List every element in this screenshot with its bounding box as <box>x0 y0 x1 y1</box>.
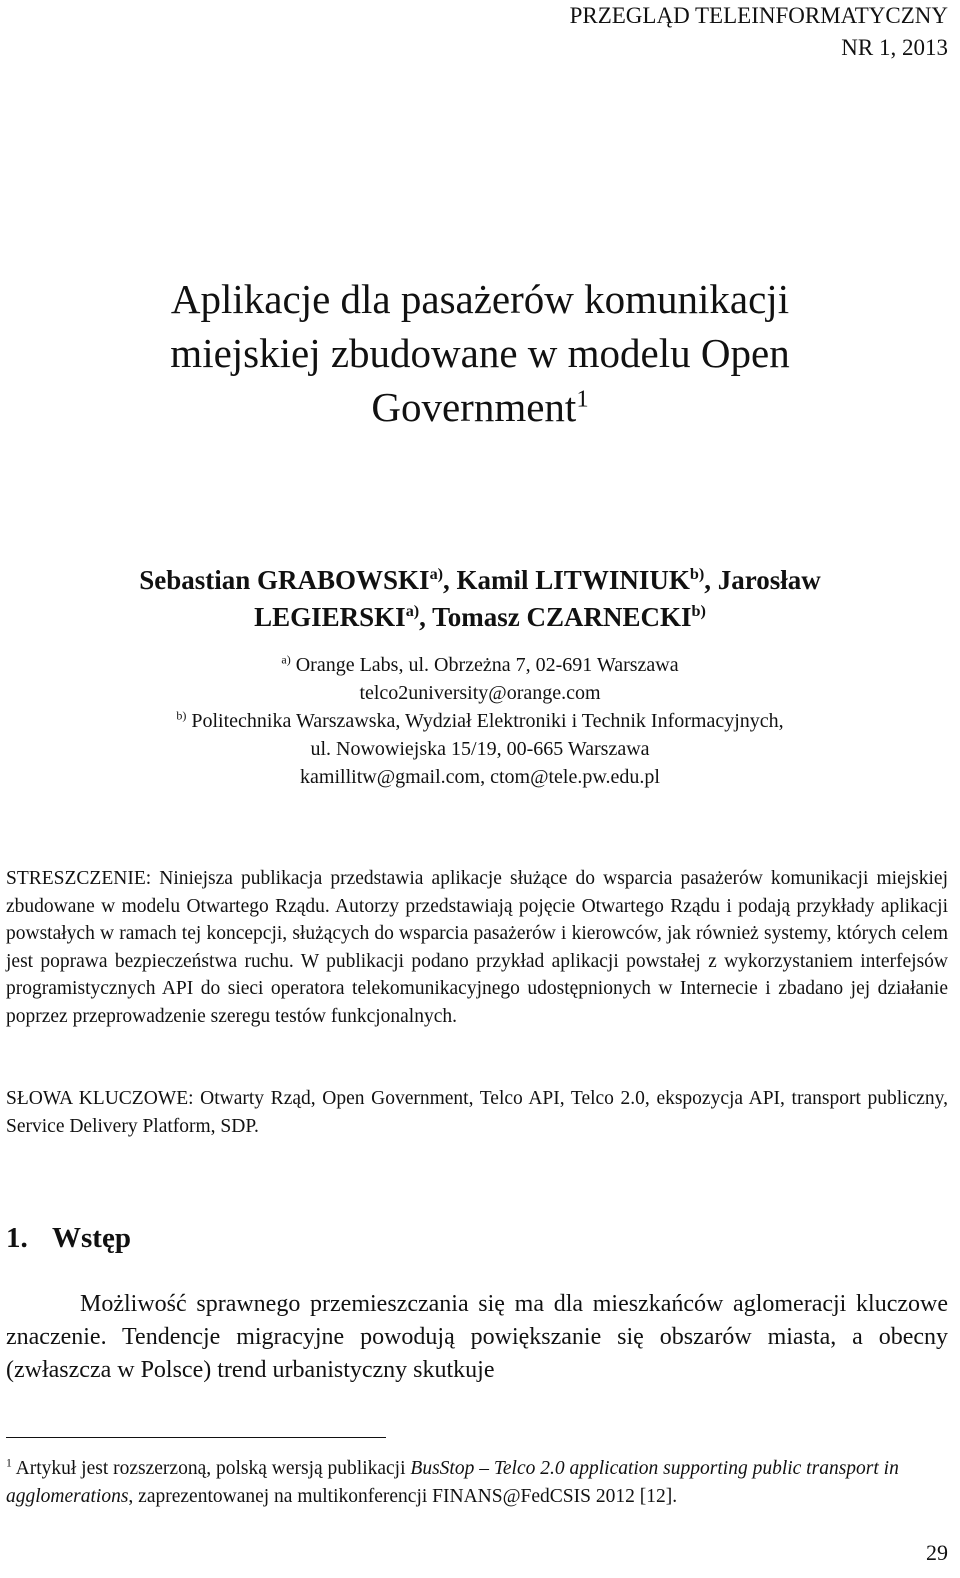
section-body <box>6 1288 948 1387</box>
author-1-affil-mark: a) <box>429 565 444 583</box>
author-3-affil-mark: a) <box>405 602 420 620</box>
section-paragraph: Możliwość sprawnego przemieszczania się ma dla mieszkańców aglomeracji kluczowe znaczenie. Tendencje migracyjne powodują powiększanie się obszarów miasta, a obecny (zwłaszcza w Polsce) trend urbanistyczny skutkuje <box>6 1291 948 1383</box>
author-3-first-name: , Jarosław <box>704 565 821 595</box>
author-list <box>0 562 960 636</box>
journal-name: PRZEGLĄD TELEINFORMATYCZNY <box>569 3 948 28</box>
issue-number: NR 1, 2013 <box>841 35 948 60</box>
affiliation-a-email: telco2university@orange.com <box>359 682 601 704</box>
affiliation-b-mark: b) <box>176 708 187 723</box>
section-heading <box>6 1220 131 1256</box>
affiliation-b-email: kamillitw@gmail.com, ctom@tele.pw.edu.pl <box>300 766 660 788</box>
affiliation-a <box>0 651 960 679</box>
title-line-3-text: Government <box>371 384 577 430</box>
author-2-affil-mark: b) <box>689 565 705 583</box>
affiliation-b <box>0 707 960 735</box>
footnote-text-after: , zaprezentowanej na multikonferencji FINANS@FedCSIS 2012 [12]. <box>128 1486 678 1507</box>
footnote-mark: 1 <box>6 1456 12 1470</box>
footnote <box>6 1455 948 1511</box>
section-number: 1. <box>6 1222 28 1254</box>
footnote-cited-title: BusStop – Telco 2.0 application supporting public transport in agglomerations <box>6 1458 899 1507</box>
author-line-1 <box>0 562 960 599</box>
title-line-2: miejskiej zbudowane w modelu Open <box>170 330 790 376</box>
running-header <box>570 0 948 64</box>
author-4-name: , Tomasz CZARNECKI <box>419 602 692 632</box>
footnote-separator <box>6 1437 386 1438</box>
page-number: 29 <box>926 1540 948 1565</box>
title-line-3 <box>0 380 960 434</box>
keywords: SŁOWA KLUCZOWE: Otwarty Rząd, Open Government, Telco API, Telco 2.0, ekspozycja API, transport publiczny, Service Delivery Platform, SDP. <box>6 1088 948 1137</box>
author-4-affil-mark: b) <box>691 602 706 620</box>
author-2-name: , Kamil LITWINIUK <box>443 565 690 595</box>
title-line-1: Aplikacje dla pasażerów komunikacji <box>170 276 790 322</box>
affiliations <box>0 651 960 791</box>
title-footnote-mark: 1 <box>576 385 589 413</box>
abstract: STRESZCZENIE: Niniejsza publikacja przedstawia aplikacje służące do wsparcia pasażerów komunikacji miejskiej zbudowane w modelu Otwartego Rządu. Autorzy przedstawiają pojęcie Otwartego Rządu i podają przykłady aplikacji powstałych w ramach tej koncepcji, służących do wsparcia pasażerów i kierowców, jak również systemy, których celem jest poprawa bezpieczeństwa ruchu. W publikacji podano przykład aplikacji powstałej z wykorzystaniem interfejsów programistycznych API do sieci operatora telekomunikacyjnego udostępnionych w Internecie i zbadano jej działanie poprzez przeprowadzenie szeregu testów funkcjonalnych. <box>6 868 948 1027</box>
author-1-name: Sebastian GRABOWSKI <box>139 565 430 595</box>
affiliation-a-text: Orange Labs, ul. Obrzeżna 7, 02-691 Warszawa <box>290 654 679 676</box>
affiliation-b-text: Politechnika Warszawska, Wydział Elektroniki i Technik Informacyjnych, <box>186 710 784 732</box>
paper-title <box>0 272 960 434</box>
author-line-2 <box>0 599 960 636</box>
author-3-last-name: LEGIERSKI <box>254 602 406 632</box>
section-title: Wstęp <box>52 1222 131 1254</box>
affiliation-a-mark: a) <box>281 652 291 667</box>
footnote-text-before: Artykuł jest rozszerzoną, polską wersją publikacji <box>11 1458 411 1479</box>
affiliation-b-address: ul. Nowowiejska 15/19, 00-665 Warszawa <box>310 738 650 760</box>
